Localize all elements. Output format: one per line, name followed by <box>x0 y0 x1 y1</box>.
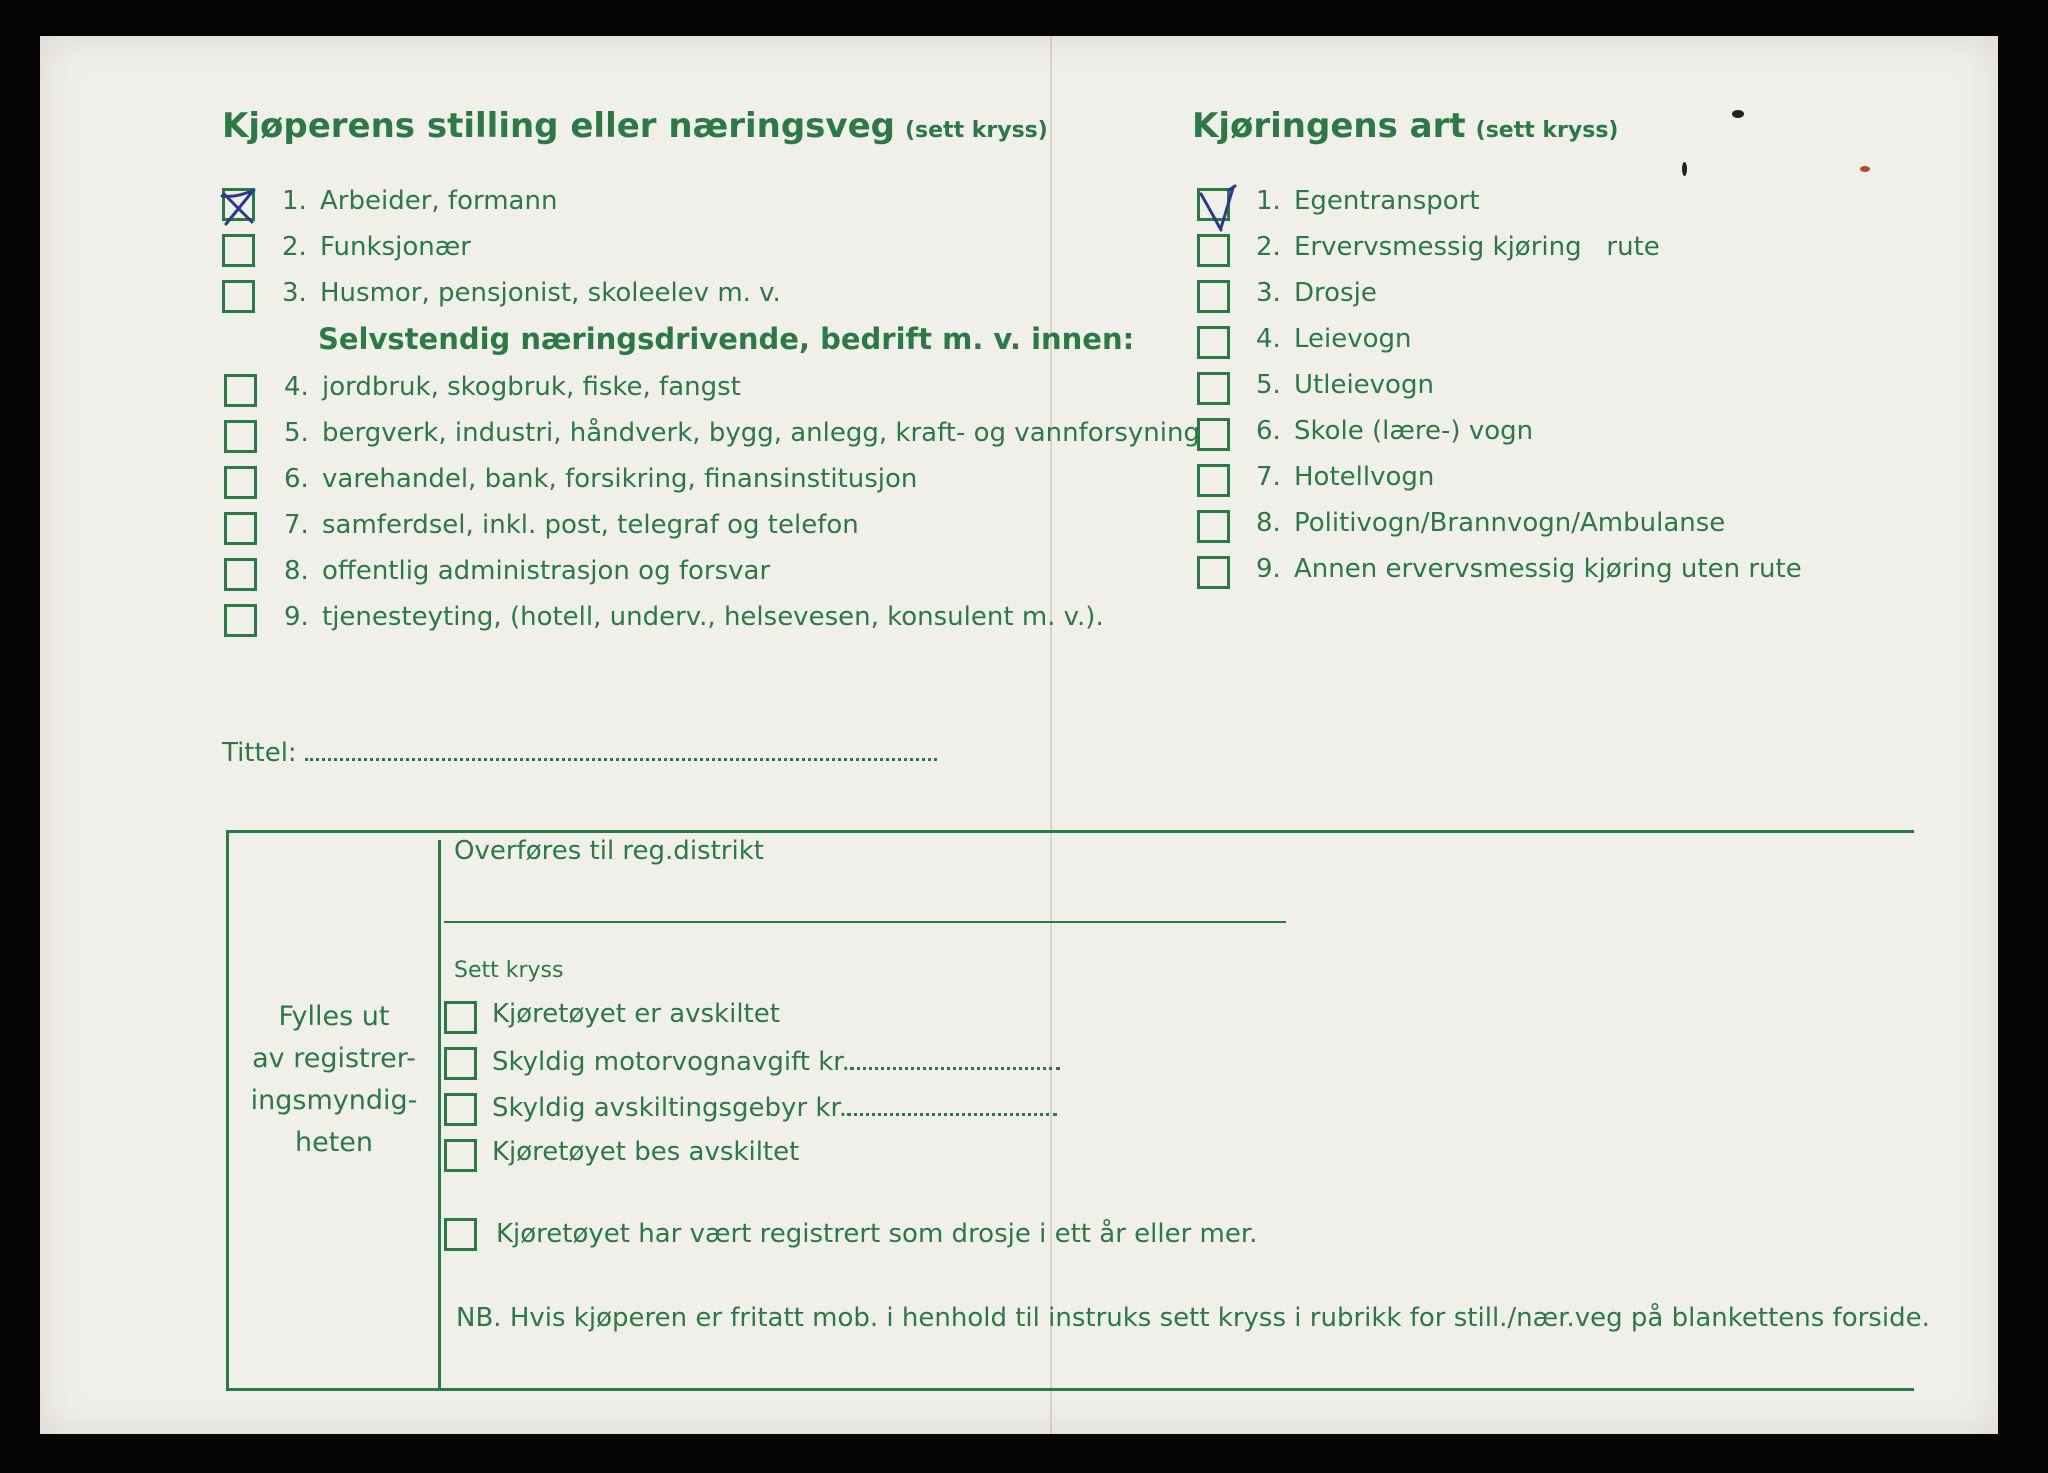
checkbox-5[interactable] <box>224 420 257 453</box>
option-number: 7. <box>1256 462 1281 492</box>
option-row <box>1256 370 1434 400</box>
option-number: 1. <box>1256 186 1281 216</box>
pen-check-mark-icon <box>1189 178 1239 238</box>
ink-speck <box>1860 166 1870 172</box>
option-label: Utleievogn <box>1294 370 1434 400</box>
side-label-line: heten <box>294 1127 374 1158</box>
nb-note: NB. Hvis kjøperen er fritatt mob. i henhold til instruks sett kryss i rubrikk for still./nær.veg på blankettens forside. <box>456 1303 1930 1333</box>
registry-checkbox[interactable] <box>444 1001 477 1034</box>
registry-option-row <box>492 1091 1057 1123</box>
checkbox-4[interactable] <box>224 374 257 407</box>
option-number: 1. <box>282 186 307 216</box>
checkbox-7[interactable] <box>224 512 257 545</box>
pen-check-mark-icon <box>214 178 264 238</box>
option-number: 3. <box>282 278 307 308</box>
option-number: 7. <box>284 510 309 540</box>
option-label: offentlig administrasjon og forsvar <box>322 556 771 586</box>
option-row <box>1256 554 1802 584</box>
checkbox-6[interactable] <box>1197 418 1230 451</box>
right-heading <box>1192 106 1618 146</box>
amount-input[interactable] <box>850 1045 1060 1070</box>
checkbox-3[interactable] <box>1197 280 1230 313</box>
option-number: 4. <box>1256 324 1281 354</box>
option-label: Annen ervervsmessig kjøring uten rute <box>1294 554 1802 584</box>
option-number: 5. <box>284 418 309 448</box>
checkbox-6[interactable] <box>224 466 257 499</box>
option-number: 2. <box>1256 232 1281 262</box>
registry-option-row <box>492 1045 1060 1077</box>
option-number: 3. <box>1256 278 1281 308</box>
option-row <box>284 510 859 540</box>
registry-option-label: Kjøretøyet bes avskiltet <box>492 1137 800 1167</box>
left-heading-note: (sett kryss) <box>904 118 1048 143</box>
option-row <box>284 372 741 402</box>
registry-option-label: Skyldig avskiltingsgebyr kr. <box>492 1093 848 1123</box>
form-sheet <box>40 36 1998 1434</box>
title-label: Tittel: <box>222 738 297 768</box>
side-label-line: Fylles ut <box>278 1001 390 1032</box>
ink-speck <box>1682 162 1687 176</box>
checkbox-3[interactable] <box>222 280 255 313</box>
option-number: 8. <box>284 556 309 586</box>
option-label: jordbruk, skogbruk, fiske, fangst <box>322 372 741 402</box>
option-label: Hotellvogn <box>1294 462 1435 492</box>
checkbox-9[interactable] <box>1197 556 1230 589</box>
option-number: 9. <box>284 602 309 632</box>
option-label: varehandel, bank, forsikring, finansinstitusjon <box>322 464 918 494</box>
title-input[interactable] <box>305 736 937 761</box>
left-heading-text: Kjøperens stilling eller næringsveg <box>222 106 895 146</box>
option-number: 9. <box>1256 554 1281 584</box>
option-label: Ervervsmessig kjøring rute <box>1294 232 1660 262</box>
checkbox-4[interactable] <box>1197 326 1230 359</box>
option-label: Skole (lære-) vogn <box>1294 416 1534 446</box>
option-number: 2. <box>282 232 307 262</box>
option-label: tjenesteyting, (hotell, underv., helsevesen, konsulent m. v.). <box>322 602 1104 632</box>
right-heading-note: (sett kryss) <box>1475 118 1619 143</box>
option-row <box>284 418 1200 448</box>
option-label: Egentransport <box>1294 186 1480 216</box>
frame-bottom <box>226 1388 1914 1391</box>
option-row <box>284 464 917 494</box>
drosje-checkbox[interactable] <box>444 1218 477 1251</box>
option-row <box>282 278 781 308</box>
side-label-line: ingsmyndig- <box>250 1085 418 1116</box>
option-number: 6. <box>1256 416 1281 446</box>
option-label: bergverk, industri, håndverk, bygg, anlegg, kraft- og vannforsyning <box>322 418 1200 448</box>
checkbox-9[interactable] <box>224 604 257 637</box>
self-employed-subheading: Selvstendig næringsdrivende, bedrift m. v. innen: <box>318 322 1135 356</box>
sett-kryss-label: Sett kryss <box>454 958 564 983</box>
left-heading <box>222 106 1048 146</box>
registry-option-row <box>492 999 780 1029</box>
registry-side-label <box>234 996 434 1164</box>
transfer-input-line[interactable] <box>444 921 1286 923</box>
checkbox-2[interactable] <box>222 234 255 267</box>
option-row <box>1256 278 1377 308</box>
registry-option-label: Kjøretøyet er avskiltet <box>492 999 780 1029</box>
option-row <box>1256 232 1660 262</box>
frame-divider <box>438 840 441 1390</box>
option-label: Funksjonær <box>320 232 471 262</box>
option-row <box>1256 462 1434 492</box>
registry-option-label: Skyldig motorvognavgift kr. <box>492 1047 850 1077</box>
checkbox-8[interactable] <box>224 558 257 591</box>
frame-left <box>226 830 229 1390</box>
registry-checkbox[interactable] <box>444 1047 477 1080</box>
registry-checkbox[interactable] <box>444 1139 477 1172</box>
registry-option-row <box>492 1137 799 1167</box>
option-label: samferdsel, inkl. post, telegraf og telefon <box>322 510 859 540</box>
checkbox-7[interactable] <box>1197 464 1230 497</box>
title-field <box>222 736 937 768</box>
option-row <box>284 556 770 586</box>
option-label: Leievogn <box>1294 324 1412 354</box>
ink-speck <box>1732 110 1744 118</box>
option-label: Husmor, pensjonist, skoleelev m. v. <box>320 278 781 308</box>
option-row <box>1256 186 1480 216</box>
option-label: Politivogn/Brannvogn/Ambulanse <box>1294 508 1726 538</box>
option-row <box>1256 508 1725 538</box>
option-row <box>284 602 1104 632</box>
amount-input[interactable] <box>847 1091 1057 1116</box>
registry-checkbox[interactable] <box>444 1093 477 1126</box>
option-row <box>1256 324 1412 354</box>
option-label: Drosje <box>1294 278 1377 308</box>
option-row <box>282 186 557 216</box>
frame-top <box>226 830 1914 833</box>
option-number: 6. <box>284 464 309 494</box>
checkbox-8[interactable] <box>1197 510 1230 543</box>
option-number: 8. <box>1256 508 1281 538</box>
option-label: Arbeider, formann <box>320 186 558 216</box>
option-number: 4. <box>284 372 309 402</box>
option-row <box>282 232 471 262</box>
right-heading-text: Kjøringens art <box>1192 106 1466 146</box>
option-row <box>1256 416 1533 446</box>
checkbox-2[interactable] <box>1197 234 1230 267</box>
transfer-label: Overføres til reg.distrikt <box>454 836 764 866</box>
side-label-line: av registrer- <box>252 1043 416 1074</box>
drosje-label: Kjøretøyet har vært registrert som drosje i ett år eller mer. <box>496 1219 1258 1249</box>
checkbox-5[interactable] <box>1197 372 1230 405</box>
option-number: 5. <box>1256 370 1281 400</box>
